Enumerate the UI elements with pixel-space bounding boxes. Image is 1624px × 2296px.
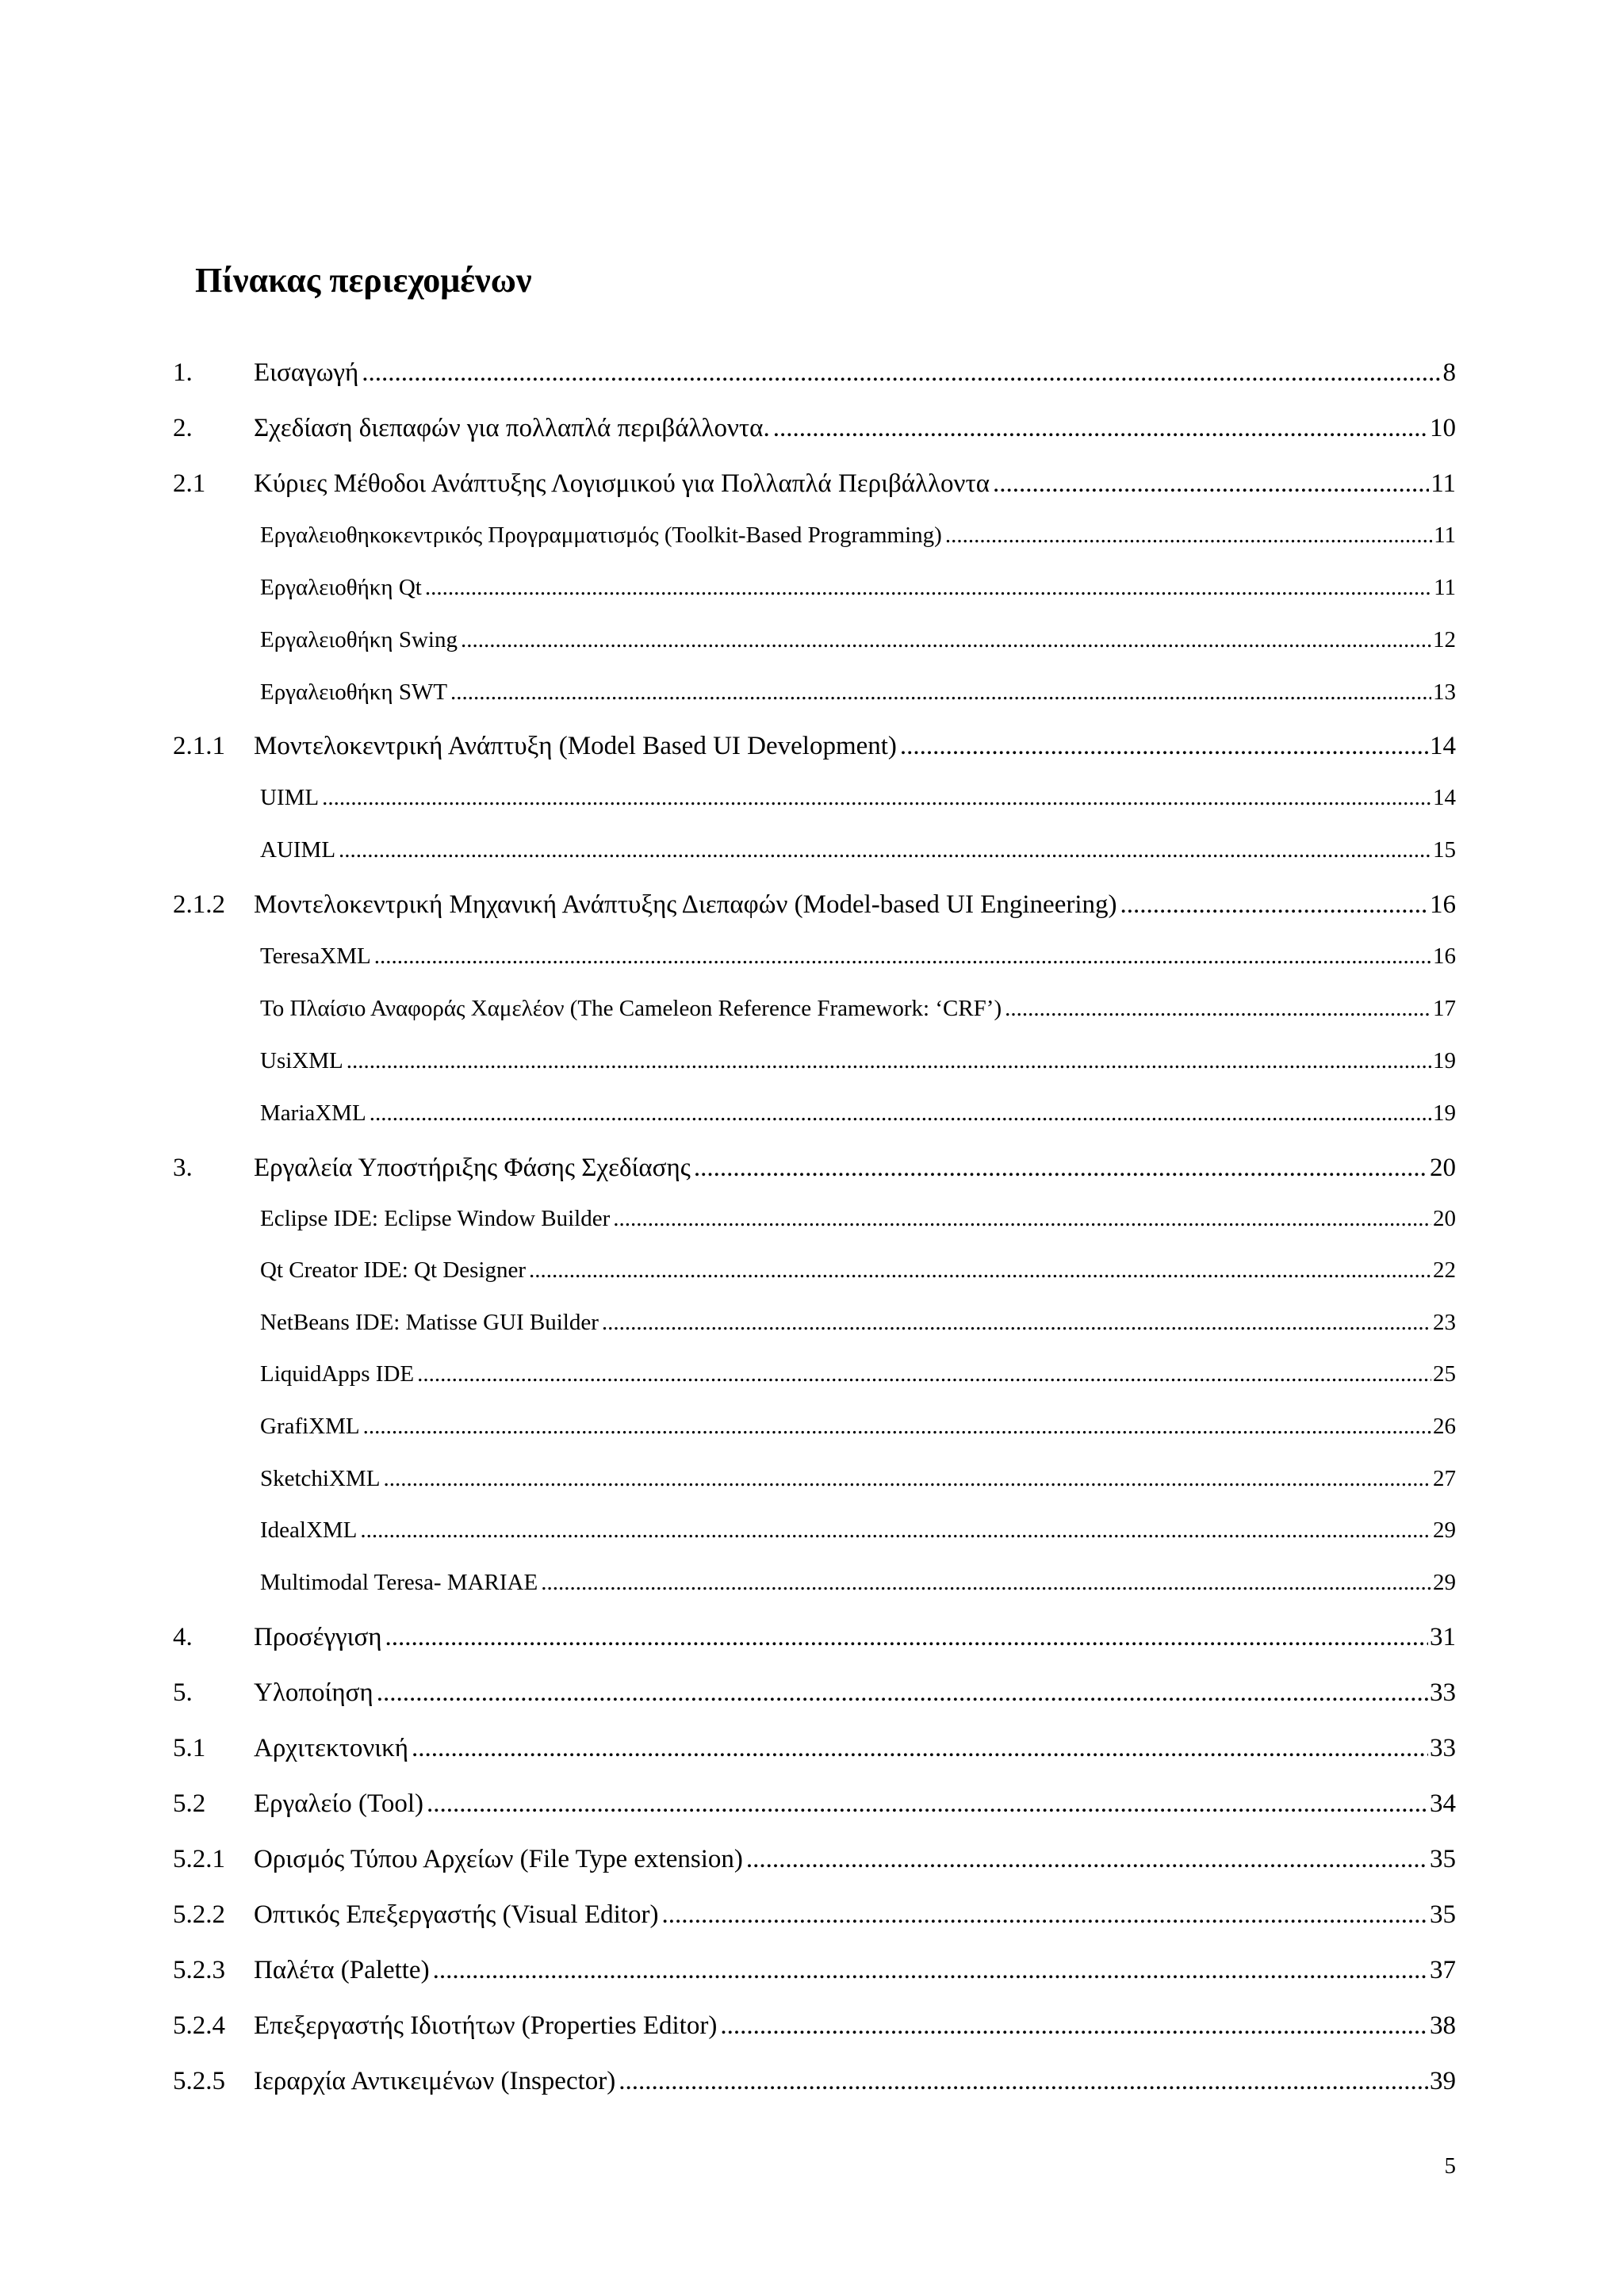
dot-leader <box>363 1414 1431 1440</box>
toc-entry[interactable] <box>260 522 1456 549</box>
dot-leader <box>746 1845 1428 1874</box>
toc-entry-page: 13 <box>1433 679 1456 705</box>
toc-entry-page: 20 <box>1430 1154 1456 1182</box>
dot-leader <box>773 414 1428 443</box>
dot-leader <box>1005 996 1431 1022</box>
toc-entry[interactable] <box>173 732 1456 761</box>
toc-entry-title: Προσέγγιση <box>254 1623 382 1651</box>
toc-entry-title: AUIML <box>260 837 336 863</box>
toc-entry-title: Το Πλαίσιο Αναφοράς Χαμελέον (The Cameleon Reference Framework: ‘CRF’) <box>260 996 1002 1021</box>
toc-entry[interactable] <box>260 627 1456 653</box>
toc-entry[interactable] <box>173 1789 1456 1819</box>
toc-entry-number: 5.1 <box>173 1734 206 1762</box>
toc-entry[interactable] <box>260 1570 1456 1596</box>
dot-leader <box>433 1956 1428 1985</box>
toc-title: Πίνακας περιεχομένων <box>195 261 532 300</box>
dot-leader <box>619 2067 1428 2096</box>
dot-leader <box>374 943 1431 970</box>
toc-entry[interactable] <box>173 2067 1456 2096</box>
toc-entry-title: Οπτικός Επεξεργαστής (Visual Editor) <box>254 1900 659 1929</box>
toc-entry[interactable] <box>173 1845 1456 1874</box>
toc-entry-page: 19 <box>1433 1100 1456 1126</box>
toc-entry-page: 39 <box>1430 2067 1456 2095</box>
toc-entry-title: LiquidApps IDE <box>260 1361 415 1387</box>
toc-entry[interactable] <box>260 575 1456 601</box>
toc-entry-title: Μοντελοκεντρική Μηχανική Ανάπτυξης Διεπαφών (Model-based UI Engineering) <box>254 890 1117 919</box>
dot-leader <box>322 785 1431 811</box>
toc-entry-page: 19 <box>1433 1048 1456 1073</box>
page-number: 5 <box>1444 2153 1456 2179</box>
dot-leader <box>412 1734 1428 1763</box>
toc-entry-page: 11 <box>1431 469 1456 498</box>
toc-entry-title: Ιεραρχία Αντικειμένων (Inspector) <box>254 2067 616 2095</box>
toc-entry[interactable] <box>260 1100 1456 1127</box>
toc-entry-title: MariaXML <box>260 1100 366 1126</box>
toc-entry[interactable] <box>173 1154 1456 1183</box>
toc-entry-title: UIML <box>260 785 320 810</box>
toc-entry-title: Κύριες Μέθοδοι Ανάπτυξης Λογισμικού για Πολλαπλά Περιβάλλοντα <box>254 469 990 498</box>
toc-entry-title: Εργαλειοθήκη SWT <box>260 679 448 705</box>
toc-entry-title: Εισαγωγή <box>254 358 359 387</box>
toc-entry[interactable] <box>173 414 1456 443</box>
dot-leader <box>362 358 1441 388</box>
toc-entry[interactable] <box>260 1257 1456 1284</box>
toc-entry-page: 8 <box>1442 358 1456 387</box>
toc-entry-page: 29 <box>1433 1570 1456 1595</box>
dot-leader <box>360 1517 1431 1544</box>
toc-entry-number: 2.1.2 <box>173 890 225 919</box>
toc-entry-number: 5.2.1 <box>173 1845 225 1873</box>
toc-entry[interactable] <box>260 1310 1456 1336</box>
toc-entry-title: Ορισμός Τύπου Αρχείων (File Type extension) <box>254 1845 743 1873</box>
toc-entry[interactable] <box>173 1734 1456 1763</box>
toc-entry-number: 3. <box>173 1154 193 1182</box>
toc-entry[interactable] <box>173 1956 1456 1985</box>
toc-entry-page: 34 <box>1430 1789 1456 1818</box>
toc-entry[interactable] <box>173 358 1456 388</box>
toc-entry-page: 38 <box>1430 2011 1456 2040</box>
toc-entry-page: 26 <box>1433 1414 1456 1439</box>
toc-entry-title: SketchiXML <box>260 1466 381 1491</box>
toc-entry-title: Υλοποίηση <box>254 1678 373 1707</box>
toc-entry-number: 5.2 <box>173 1789 206 1818</box>
toc-entry[interactable] <box>260 1517 1456 1544</box>
toc-entry[interactable] <box>260 1206 1456 1232</box>
toc-entry-number: 5.2.5 <box>173 2067 225 2095</box>
toc-entry-page: 20 <box>1433 1206 1456 1231</box>
toc-entry-page: 27 <box>1433 1466 1456 1491</box>
toc-entry[interactable] <box>260 1466 1456 1492</box>
toc-entry[interactable] <box>260 679 1456 706</box>
toc-entry[interactable] <box>260 1361 1456 1387</box>
dot-leader <box>613 1206 1431 1232</box>
toc-entry-title: GrafiXML <box>260 1414 360 1439</box>
toc-entry-title: Εργαλείο (Tool) <box>254 1789 423 1818</box>
dot-leader <box>602 1310 1431 1336</box>
dot-leader <box>945 522 1432 549</box>
toc-entry-page: 25 <box>1433 1361 1456 1387</box>
toc-entry-number: 1. <box>173 358 193 387</box>
toc-entry-number: 5.2.4 <box>173 2011 225 2040</box>
toc-entry-page: 37 <box>1430 1956 1456 1984</box>
dot-leader <box>661 1900 1428 1930</box>
toc-entry-number: 5.2.3 <box>173 1956 225 1984</box>
toc-entry-title: Εργαλεία Υποστήριξης Φάσης Σχεδίασης <box>254 1154 691 1182</box>
toc-entry[interactable] <box>173 469 1456 499</box>
toc-entry-title: Εργαλειοθήκη Swing <box>260 627 458 652</box>
toc-entry-number: 4. <box>173 1623 193 1651</box>
dot-leader <box>417 1361 1431 1387</box>
toc-entry-title: IdealXML <box>260 1517 358 1543</box>
toc-entry[interactable] <box>173 1900 1456 1930</box>
dot-leader <box>427 1789 1428 1819</box>
toc-entry-title: Qt Creator IDE: Qt Designer <box>260 1257 527 1283</box>
toc-entry-number: 2.1 <box>173 469 206 498</box>
toc-entry-page: 33 <box>1430 1678 1456 1707</box>
toc-entry-page: 29 <box>1433 1517 1456 1543</box>
toc-entry-number: 5. <box>173 1678 193 1707</box>
toc-entry-title: TeresaXML <box>260 943 371 969</box>
dot-leader <box>1120 890 1428 920</box>
toc-entry[interactable] <box>173 1623 1456 1652</box>
toc-entry[interactable] <box>260 1414 1456 1440</box>
toc-entry[interactable] <box>260 837 1456 863</box>
toc-entry[interactable] <box>260 1048 1456 1074</box>
dot-leader <box>720 2011 1428 2041</box>
toc-entry[interactable] <box>173 890 1456 920</box>
toc-entry-title: Αρχιτεκτονική <box>254 1734 409 1762</box>
toc-entry-title: NetBeans IDE: Matisse GUI Builder <box>260 1310 599 1335</box>
toc-entry[interactable] <box>260 785 1456 811</box>
dot-leader <box>385 1623 1428 1652</box>
dot-leader <box>529 1257 1431 1284</box>
toc-entry-title: Παλέτα (Palette) <box>254 1956 430 1984</box>
dot-leader <box>383 1466 1431 1492</box>
dot-leader <box>370 1100 1431 1127</box>
dot-leader <box>461 627 1431 653</box>
toc-entry-title: Μοντελοκεντρική Ανάπτυξη (Model Based UI Development) <box>254 732 897 760</box>
toc-entry-page: 31 <box>1430 1623 1456 1651</box>
toc-entry-page: 16 <box>1433 943 1456 969</box>
toc-entry[interactable] <box>173 2011 1456 2041</box>
toc-entry-page: 35 <box>1430 1900 1456 1929</box>
dot-leader <box>339 837 1431 863</box>
toc-entry-page: 10 <box>1430 414 1456 442</box>
toc-entry[interactable] <box>260 996 1456 1022</box>
toc-entry-title: Multimodal Teresa- MARIAE <box>260 1570 538 1595</box>
toc-entry-number: 2.1.1 <box>173 732 225 760</box>
toc-entry-title: Εργαλειοθήκη Qt <box>260 575 422 600</box>
toc-entry-page: 11 <box>1434 522 1456 548</box>
toc-entry-title: Eclipse IDE: Eclipse Window Builder <box>260 1206 611 1231</box>
toc-entry-title: Επεξεργαστής Ιδιοτήτων (Properties Editor) <box>254 2011 718 2040</box>
toc-entry-number: 5.2.2 <box>173 1900 225 1929</box>
toc-entry-number: 2. <box>173 414 193 442</box>
dot-leader <box>541 1570 1431 1596</box>
dot-leader <box>900 732 1428 761</box>
toc-entry-title: UsiXML <box>260 1048 343 1073</box>
toc-entry-page: 14 <box>1433 785 1456 810</box>
dot-leader <box>347 1048 1431 1074</box>
toc-entry-page: 16 <box>1430 890 1456 919</box>
dot-leader <box>425 575 1432 601</box>
dot-leader <box>694 1154 1428 1183</box>
toc-entry[interactable] <box>173 1678 1456 1708</box>
dot-leader <box>993 469 1429 499</box>
toc-entry-page: 14 <box>1430 732 1456 760</box>
toc-entry-page: 17 <box>1433 996 1456 1021</box>
toc-entry-page: 15 <box>1433 837 1456 863</box>
toc-entry-page: 35 <box>1430 1845 1456 1873</box>
toc-entry-page: 22 <box>1433 1257 1456 1283</box>
toc-entry-page: 11 <box>1434 575 1456 600</box>
toc-entry-page: 33 <box>1430 1734 1456 1762</box>
dot-leader <box>450 679 1431 706</box>
toc-entry-page: 23 <box>1433 1310 1456 1335</box>
dot-leader <box>377 1678 1428 1708</box>
toc-entry[interactable] <box>260 943 1456 970</box>
toc-entry-title: Εργαλειοθηκοκεντρικός Προγραμματισμός (Toolkit-Based Programming) <box>260 522 942 548</box>
toc-entry-title: Σχεδίαση διεπαφών για πολλαπλά περιβάλλοντα. <box>254 414 770 442</box>
toc-entry-page: 12 <box>1433 627 1456 652</box>
